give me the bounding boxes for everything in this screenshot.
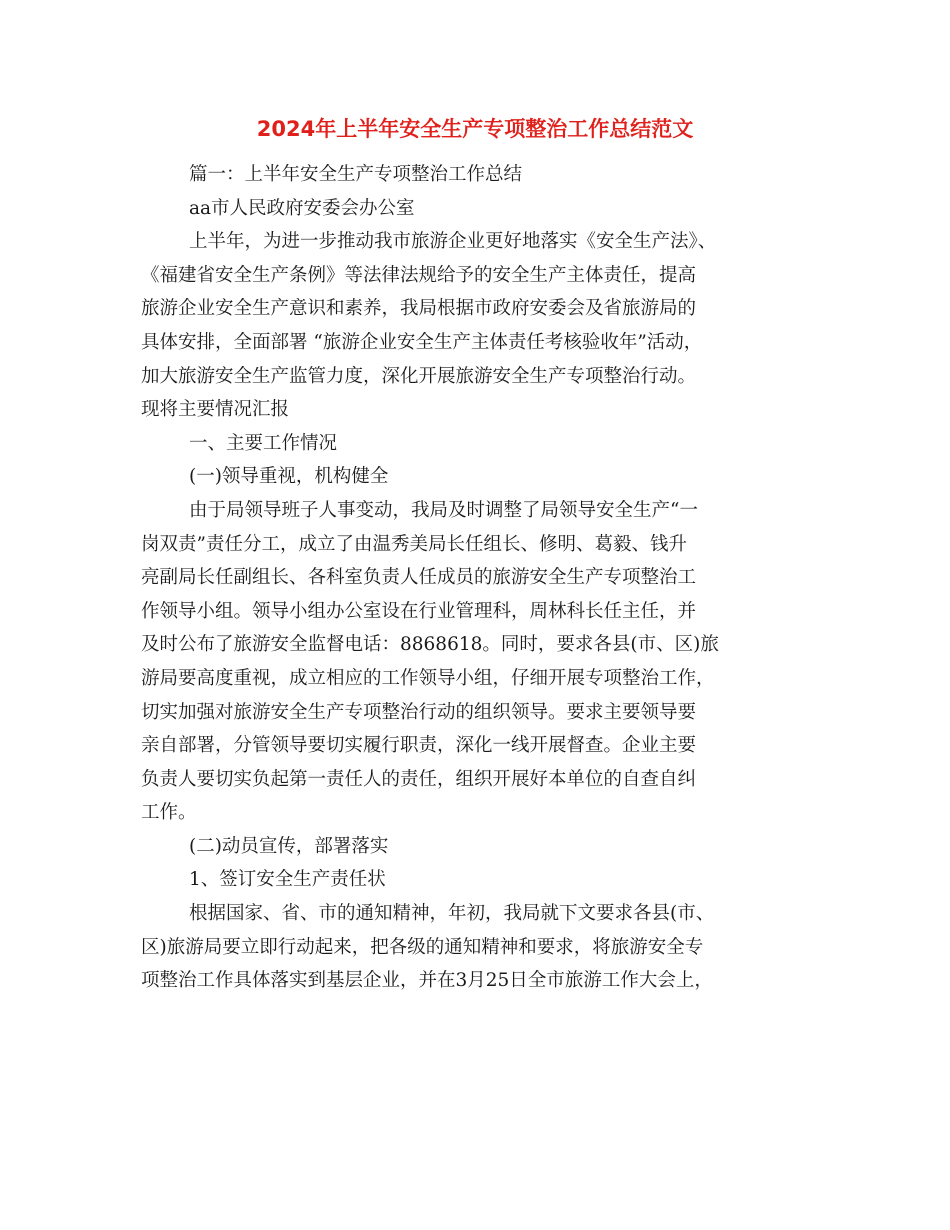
text-line: 1、签订安全生产责任状 [189,869,386,891]
text-line: 上半年，为进一步推动我市旅游企业更好地落实《安全生产法》、 [189,231,717,253]
text-line: (二)动员宣传，部署落实 [189,835,389,857]
text-line: 游局要高度重视，成立相应的工作领导小组，仔细开展专项整治工作， [141,667,715,689]
text-line: 项整治工作具体落实到基层企业，并在3月25日全市旅游工作大会上， [141,970,713,992]
text-line: 亮副局长任副组长、各科室负责人任成员的旅游安全生产专项整治工 [141,567,697,589]
text-line: aa市人民政府安委会办公室 [189,197,415,219]
text-line: 具体安排，全面部署 “旅游企业安全生产主体责任考核验收年”活动， [141,331,703,353]
text-line: (一)领导重视，机构健全 [189,466,389,488]
text-line: 岗双责”责任分工，成立了由温秀美局长任组长、修明、葛毅、钱升 [141,533,687,555]
text-line: 工作。 [141,802,197,824]
text-line: 一、主要工作情况 [189,432,338,454]
text-line: 篇一：上半年安全生产专项整治工作总结 [189,164,523,185]
text-line: 及时公布了旅游安全监督电话：8868618。同时，要求各县(市、区)旅 [141,634,719,656]
text-line: 区)旅游局要立即行动起来，把各级的通知精神和要求，将旅游安全专 [141,936,704,958]
text-line: 加大旅游安全生产监管力度，深化开展旅游安全生产专项整治行动。 [141,365,697,387]
text-line: 负责人要切实负起第一责任人的责任，组织开展好本单位的自查自纠 [141,768,697,790]
text-line: 根据国家、省、市的通知精神，年初，我局就下文要求各县(市、 [189,903,715,925]
text-line: 切实加强对旅游安全生产专项整治行动的组织领导。要求主要领导要 [141,701,697,723]
text-line: 《福建省安全生产条例》等法律法规给予的安全生产主体责任，提高 [141,264,697,286]
text-line: 作领导小组。领导小组办公室设在行业管理科，周林科长任主任，并 [141,600,697,622]
text-line: 旅游企业安全生产意识和素养，我局根据市政府安委会及省旅游局的 [141,298,697,320]
text-line: 现将主要情况汇报 [141,399,290,421]
text-line: 亲自部署，分管领导要切实履行职责，深化一线开展督查。企业主要 [141,735,697,757]
document-body [141,158,813,998]
document-title: 2024年上半年安全生产专项整治工作总结范文 [256,117,694,141]
text-line: 由于局领导班子人事变动，我局及时调整了局领导安全生产“一 [189,499,698,521]
